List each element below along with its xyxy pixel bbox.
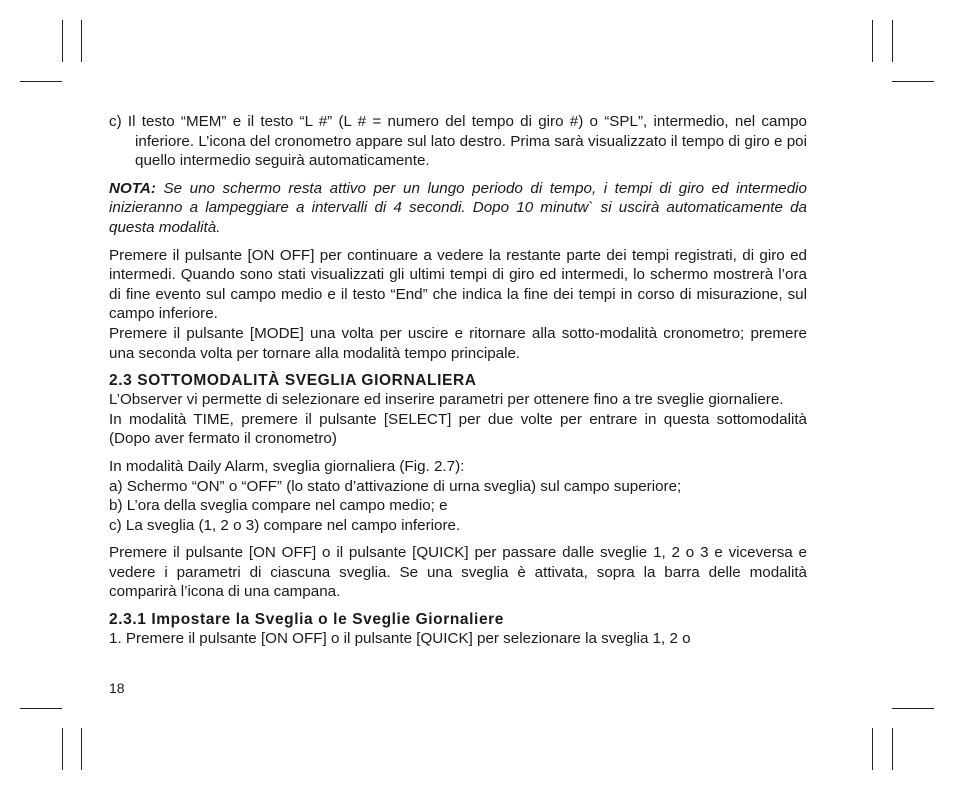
crop-mark bbox=[20, 81, 62, 82]
section-heading: 2.3 SOTTOMODALITÀ SVEGLIA GIORNALIERA bbox=[109, 372, 477, 390]
crop-mark bbox=[892, 728, 893, 770]
list-item: a) Schermo “ON” o “OFF” (lo stato d’attivazione di urna sveglia) sul campo superiore; bbox=[109, 477, 682, 495]
note-text: Se uno schermo resta attivo per un lungo periodo di tempo, i tempi di giro ed intermedio inizieranno a lampeggiare a intervalli di 4 secondi. Dopo 10 minutw` si uscirà automaticamente da questa modalità. bbox=[109, 179, 807, 236]
crop-mark bbox=[81, 728, 82, 770]
paragraph: Premere il pulsante [ON OFF] o il pulsante [QUICK] per passare dalle sveglie 1, 2 o 3 e viceversa e vedere i parametri di ciascuna sveglia. Se una sveglia è attivata, sopra la barra delle modalità comparirà l’icona di una campana. bbox=[109, 544, 807, 601]
list-item: b) L’ora della sveglia compare nel campo medio; e bbox=[109, 497, 448, 515]
paragraph: Premere il pulsante [ON OFF] per continuare a vedere la restante parte dei tempi registrati, di giro ed intermedi. Quando sono stati visualizzati gli ultimi tempi di giro ed intermedi, lo schermo mostrerà l’ora di fine evento sul campo medio e il testo “End” che indica la fine dei tempi in corso di misurazione, sul campo inferiore. bbox=[109, 246, 807, 323]
paragraph: In modalità Daily Alarm, sveglia giornaliera (Fig. 2.7): bbox=[109, 457, 465, 475]
crop-mark bbox=[62, 20, 63, 62]
list-item: 1. Premere il pulsante [ON OFF] o il pulsante [QUICK] per selezionare la sveglia 1, 2 o bbox=[109, 630, 691, 648]
crop-mark bbox=[892, 708, 934, 709]
note-paragraph bbox=[109, 179, 807, 238]
list-item-c: c) Il testo “MEM” e il testo “L #” (L # = numero del tempo di giro #) o “SPL”, intermedio, nel campo inferiore. L’icona del cronometro appare sul lato destro. Prima sarà visualizzato il tempo di giro e poi quello intermedio seguirà automaticamente. bbox=[109, 113, 807, 170]
crop-mark bbox=[892, 20, 893, 62]
crop-mark bbox=[20, 708, 62, 709]
subsection-heading: 2.3.1 Impostare la Sveglia o le Sveglie Giornaliere bbox=[109, 611, 505, 629]
paragraph: Premere il pulsante [MODE] una volta per uscire e ritornare alla sotto-modalità cronometro; premere una seconda volta per tornare alla modalità tempo principale. bbox=[109, 324, 807, 362]
page-body bbox=[109, 112, 807, 649]
crop-mark bbox=[892, 81, 934, 82]
page-number: 18 bbox=[109, 680, 125, 696]
crop-mark bbox=[81, 20, 82, 62]
crop-mark bbox=[872, 728, 873, 770]
crop-mark bbox=[62, 728, 63, 770]
paragraph: L’Observer vi permette di selezionare ed inserire parametri per ottenere fino a tre sveglie giornaliere. bbox=[109, 391, 784, 409]
note-label: NOTA: bbox=[109, 179, 156, 197]
crop-mark bbox=[872, 20, 873, 62]
list-item: c) La sveglia (1, 2 o 3) compare nel campo inferiore. bbox=[109, 516, 461, 534]
paragraph: In modalità TIME, premere il pulsante [SELECT] per due volte per entrare in questa sottomodalità (Dopo aver fermato il cronometro) bbox=[109, 410, 807, 448]
